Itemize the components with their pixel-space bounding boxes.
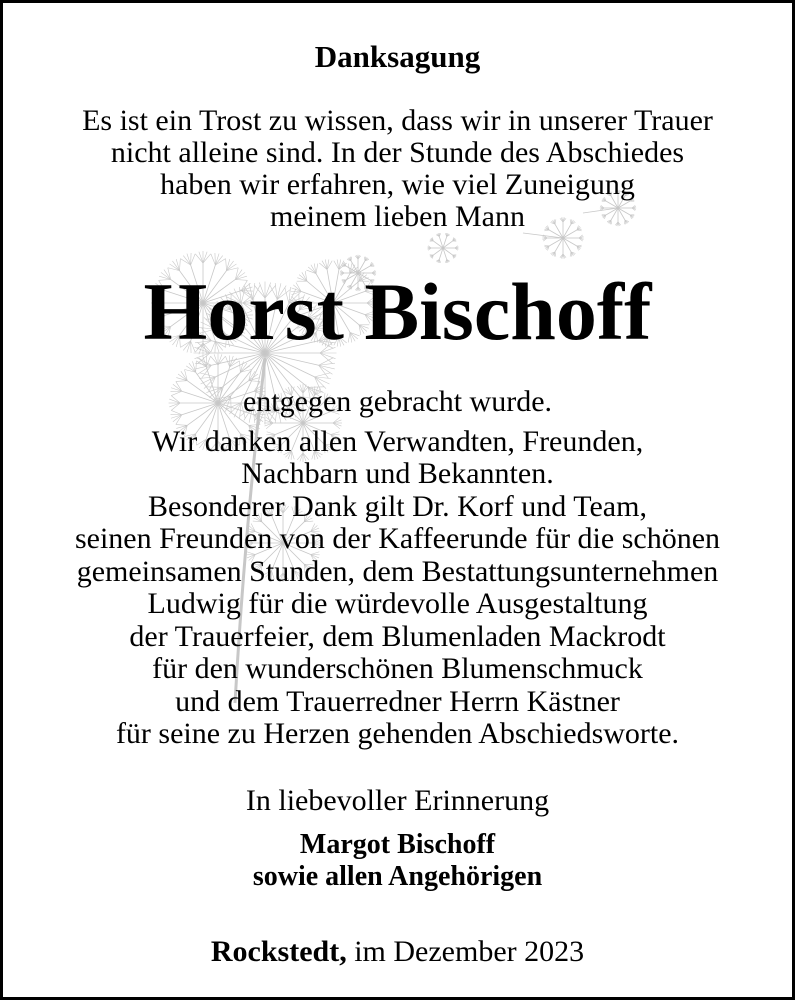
closing-line: In liebevoller Erinnerung — [245, 784, 550, 817]
intro-line-4: meinem lieben Mann — [270, 200, 525, 233]
thanks-line-6: Ludwig für die würdevolle Ausgestaltung — [147, 587, 648, 620]
deceased-name: Horst Bischoff — [143, 266, 652, 357]
thanks-line-10: für seine zu Herzen gehenden Abschiedsworte. — [115, 717, 680, 750]
intro-line-2: nicht alleine sind. In der Stunde des Abschiedes — [110, 136, 685, 169]
place-date — [3, 937, 792, 967]
date: im Dezember 2023 — [354, 935, 585, 968]
thanks-line-7: der Trauerfeier, dem Blumenladen Mackrodt — [129, 620, 666, 653]
signatory-family: sowie allen Angehörigen — [252, 861, 543, 892]
thanks-line-8: für den wunderschönen Blumenschmuck — [152, 652, 643, 685]
heading: Danksagung — [314, 39, 481, 74]
thanks-line-4: seinen Freunden von der Kaffeerunde für die schönen — [74, 522, 721, 555]
thanks-line-2: Nachbarn und Bekannten. — [241, 457, 554, 490]
place: Rockstedt, — [210, 935, 347, 968]
after-name-line: entgegen gebracht wurde. — [242, 385, 553, 418]
signatory-name: Margot Bischoff — [299, 829, 496, 860]
intro-line-1: Es ist ein Trost zu wissen, dass wir in unserer Trauer — [82, 104, 713, 137]
thanks-line-5: gemeinsamen Stunden, dem Bestattungsunternehmen — [76, 555, 719, 588]
thanks-line-3: Besonderer Dank gilt Dr. Korf und Team, — [148, 490, 647, 523]
intro-line-3: haben wir erfahren, wie viel Zuneigung — [160, 168, 635, 201]
thanks-line-9: und dem Trauerredner Herrn Kästner — [175, 685, 620, 718]
thanks-line-1: Wir danken allen Verwandten, Freunden, — [151, 425, 644, 458]
